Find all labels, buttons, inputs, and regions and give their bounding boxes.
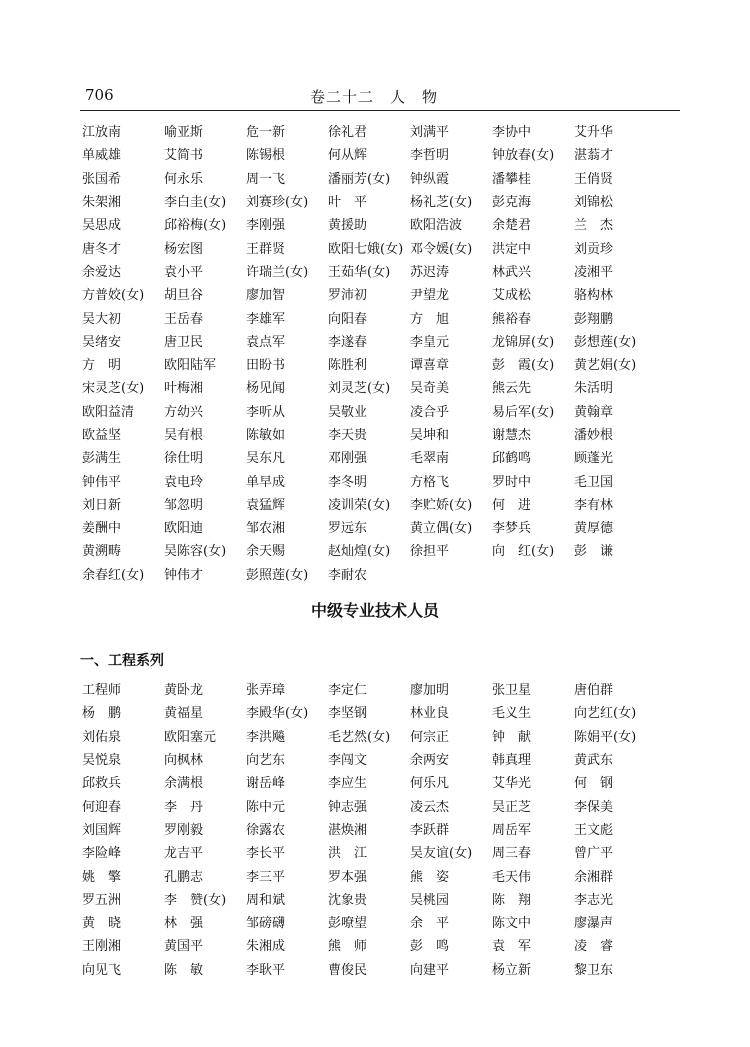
name-cell: 吴陈容(女) [164,544,227,560]
name-cell: 徐露农 [246,822,286,838]
name-cell: 朱湘成 [246,939,286,955]
name-cell: 杨立新 [492,962,532,978]
header-rule [80,110,680,111]
name-cell: 朱架湘 [82,195,122,211]
name-cell: 何 钢 [574,776,614,792]
name-cell: 李 赞(女) [164,892,227,908]
name-row [82,538,656,561]
name-cell: 廖加智 [246,288,286,304]
name-row [82,282,656,305]
name-row [82,700,656,723]
name-row [82,770,656,793]
name-cell: 毛天伟 [492,869,532,885]
name-cell: 邹忽明 [164,497,204,513]
name-row [82,212,656,235]
name-cell: 李听从 [246,404,286,420]
name-cell: 黄卧龙 [164,683,204,699]
name-cell: 李定仁 [328,683,368,699]
name-cell: 熊 师 [328,939,368,955]
name-cell: 方幼兴 [164,404,204,420]
name-cell: 陈 翔 [492,892,532,908]
name-cell: 王俏贤 [574,171,614,187]
name-cell: 曹俊民 [328,962,368,978]
name-row [82,492,656,515]
name-cell: 王文彪 [574,822,614,838]
name-cell: 沈象贵 [328,892,368,908]
name-cell: 罗时中 [492,474,532,490]
name-cell: 邱鹤鸣 [492,451,532,467]
name-cell: 钟纵霞 [410,171,450,187]
name-row [82,352,656,375]
name-cell: 熊 姿 [410,869,450,885]
name-cell: 龙吉平 [164,846,204,862]
name-cell: 方格飞 [410,474,450,490]
name-cell: 欧阳陆军 [164,358,217,374]
name-cell: 欧益坚 [82,428,122,443]
name-cell: 毛卫国 [574,474,614,490]
name-cell: 李应生 [328,776,368,792]
name-cell: 黄艺娟(女) [574,358,637,374]
name-cell: 彭照莲(女) [246,567,309,583]
name-cell: 凌训荣(女) [328,497,391,513]
name-cell: 熊裕春 [492,311,532,327]
name-cell: 向艺红(女) [574,706,637,722]
name-row [82,142,656,165]
name-cell: 凌湘平 [574,264,614,280]
name-cell: 张国希 [82,171,122,187]
name-row [82,677,656,700]
name-cell: 谢慧杰 [492,428,532,443]
name-cell: 黄武东 [574,753,614,769]
name-cell: 黄厚德 [574,521,614,537]
name-cell: 黄立偶(女) [410,521,473,537]
name-cell: 彭翔鹏 [574,311,614,327]
name-list-top [82,119,656,585]
name-cell: 李哲明 [410,148,450,164]
name-row [82,910,656,933]
name-cell: 刘日新 [82,497,122,513]
name-row [82,445,656,468]
name-cell: 黄翰章 [574,404,614,420]
name-cell: 洪定中 [492,241,532,257]
name-cell: 黄援助 [328,218,368,234]
name-cell: 喻亚斯 [164,125,204,141]
name-cell: 王刚湘 [82,939,122,955]
name-cell: 陈锡根 [246,148,286,164]
name-row [82,515,656,538]
name-cell: 熊云先 [492,381,532,397]
name-cell: 朱活明 [574,381,614,397]
name-cell: 单早成 [246,474,286,490]
name-row [82,305,656,328]
name-cell: 向见飞 [82,962,122,978]
name-cell: 刘灵芝(女) [328,381,391,397]
name-cell: 李有林 [574,497,614,513]
name-cell: 吴敬业 [328,404,368,420]
name-cell: 潘丽芳(女) [328,171,391,187]
name-cell: 刘国辉 [82,822,122,838]
name-row [82,422,656,445]
name-cell: 向建平 [410,962,450,978]
page-number: 706 [85,86,114,104]
name-cell: 吴坤和 [410,428,450,443]
name-cell: 宋灵芝(女) [82,381,145,397]
name-cell: 吴东凡 [246,451,286,467]
name-cell: 余两安 [410,753,450,769]
name-cell: 洪 江 [328,846,368,862]
name-cell: 李殿华(女) [246,706,309,722]
name-cell: 许瑞兰(女) [246,264,309,280]
name-cell: 何 进 [492,497,532,513]
name-cell: 李耐农 [328,567,368,583]
name-cell: 杨宏图 [164,241,204,257]
name-cell: 何从辉 [328,148,368,164]
name-cell: 尹望龙 [410,288,450,304]
name-cell: 叶梅湘 [164,381,204,397]
name-row [82,399,656,422]
name-cell: 李梦兵 [492,521,532,537]
name-cell: 毛翠南 [410,451,450,467]
name-cell: 袁点军 [246,334,286,350]
name-cell: 叶 平 [328,195,368,211]
name-cell: 孔鹏志 [164,869,204,885]
name-cell: 陈娟平(女) [574,729,637,745]
name-cell: 余楚君 [492,218,532,234]
name-cell: 吴奇美 [410,381,450,397]
name-cell: 钟 献 [492,729,532,745]
name-cell: 欧阳迪 [164,521,204,537]
name-cell: 欧阳益清 [82,404,135,420]
name-cell: 彭 谦 [574,544,614,560]
name-cell: 谭喜章 [410,358,450,374]
name-cell: 黄福星 [164,706,204,722]
name-cell: 欧阳塞元 [164,729,217,745]
name-cell: 湛焕湘 [328,822,368,838]
name-cell: 李耿平 [246,962,286,978]
name-cell: 周一飞 [246,171,286,187]
name-row [82,840,656,863]
name-cell: 黄 晓 [82,916,122,932]
name-cell: 何永乐 [164,171,204,187]
name-cell: 袁电玲 [164,474,204,490]
name-cell: 彭克海 [492,195,532,211]
name-cell: 彭 霞(女) [492,358,555,374]
name-cell: 吴正芝 [492,799,532,815]
name-row [82,375,656,398]
name-cell: 罗五洲 [82,892,122,908]
name-cell: 黄溯畴 [82,544,122,560]
name-cell: 田盼书 [246,358,286,374]
name-cell: 李险峰 [82,846,122,862]
name-cell: 钟伟平 [82,474,122,490]
name-cell: 何迎春 [82,799,122,815]
name-cell: 余天赐 [246,544,286,560]
name-cell: 彭想莲(女) [574,334,637,350]
name-cell: 邹农湘 [246,521,286,537]
name-cell: 唐伯群 [574,683,614,699]
name-cell: 钟志强 [328,799,368,815]
name-cell: 罗远东 [328,521,368,537]
name-cell: 凌云杰 [410,799,450,815]
name-cell: 危一新 [246,125,286,141]
name-row [82,747,656,770]
name-cell: 李贮娇(女) [410,497,473,513]
name-cell: 余春红(女) [82,567,145,583]
name-cell: 余满根 [164,776,204,792]
name-cell: 唐卫民 [164,334,204,350]
name-row [82,817,656,840]
name-cell: 彭满生 [82,451,122,467]
name-row [82,933,656,956]
name-cell: 刘满平 [410,125,450,141]
name-cell: 王群贤 [246,241,286,257]
name-cell: 李洪飚 [246,729,286,745]
name-cell: 单威雄 [82,148,122,164]
name-cell: 刘贡珍 [574,241,614,257]
name-cell: 李雄军 [246,311,286,327]
name-cell: 兰 杰 [574,218,614,234]
name-cell: 王岳春 [164,311,204,327]
name-cell: 方普姣(女) [82,288,145,304]
name-cell: 凌 睿 [574,939,614,955]
name-cell: 李冬明 [328,474,368,490]
name-cell: 陈 敏 [164,962,204,978]
name-cell: 李 丹 [164,799,204,815]
name-cell: 骆构林 [574,288,614,304]
name-cell: 欧阳七娥(女) [328,241,404,257]
name-cell: 何乐凡 [410,776,450,792]
name-cell: 欧阳浩波 [410,218,463,234]
name-cell: 艾简书 [164,148,204,164]
name-cell: 罗本强 [328,869,368,885]
name-cell: 杨礼芝(女) [410,195,473,211]
name-cell: 林武兴 [492,264,532,280]
name-cell: 顾蓬光 [574,451,614,467]
name-cell: 钟放春(女) [492,148,555,164]
name-cell: 吴绪安 [82,334,122,350]
name-cell: 向枫林 [164,753,204,769]
name-cell: 易后军(女) [492,404,555,420]
name-cell: 李跃群 [410,822,450,838]
name-cell: 潘攀桂 [492,171,532,187]
name-cell: 邓刚强 [328,451,368,467]
name-row [82,235,656,258]
running-head: 卷二十二 人 物 [310,88,439,106]
name-cell: 李闯文 [328,753,368,769]
name-cell: 周三春 [492,846,532,862]
name-cell: 徐礼君 [328,125,368,141]
name-cell: 周和斌 [246,892,286,908]
name-row [82,119,656,142]
name-cell: 韩真理 [492,753,532,769]
name-row [82,863,656,886]
name-cell: 罗沛初 [328,288,368,304]
name-cell: 方 旭 [410,311,450,327]
name-cell: 姚 擎 [82,869,122,885]
name-cell: 黎卫东 [574,962,614,978]
name-row [82,166,656,189]
name-cell: 林 强 [164,916,204,932]
name-cell: 艾成松 [492,288,532,304]
name-cell: 周岳军 [492,822,532,838]
name-cell: 黄国平 [164,939,204,955]
name-cell: 苏迟涛 [410,264,450,280]
name-cell: 方 明 [82,358,122,374]
name-cell: 吴友谊(女) [410,846,473,862]
name-cell: 袁 军 [492,939,532,955]
name-cell: 李天贵 [328,428,368,443]
name-row [82,562,656,585]
name-cell: 向艺东 [246,753,286,769]
name-cell: 余 平 [410,916,450,932]
name-cell: 刘锦松 [574,195,614,211]
name-cell: 湛蓊才 [574,148,614,164]
name-cell: 罗刚毅 [164,822,204,838]
name-cell: 李白圭(女) [164,195,227,211]
name-cell: 吴大初 [82,311,122,327]
name-cell: 陈敏如 [246,428,286,443]
name-cell: 李保美 [574,799,614,815]
name-cell: 彭 鸣 [410,939,450,955]
name-cell: 龙锦屏(女) [492,334,555,350]
name-cell: 林业良 [410,706,450,722]
name-cell: 李协中 [492,125,532,141]
name-cell: 余爱达 [82,264,122,280]
name-cell: 王茹华(女) [328,264,391,280]
name-cell: 刘佑泉 [82,729,122,745]
name-cell: 胡旦谷 [164,288,204,304]
name-cell: 赵灿煌(女) [328,544,391,560]
name-cell: 邱裕梅(女) [164,218,227,234]
subsection-title: 一、工程系列 [80,653,164,669]
name-row [82,887,656,910]
name-cell: 余湘群 [574,869,614,885]
name-cell: 李皇元 [410,334,450,350]
name-row [82,957,656,980]
name-cell: 陈文中 [492,916,532,932]
name-cell: 唐冬才 [82,241,122,257]
name-cell: 何宗正 [410,729,450,745]
name-cell: 邱救兵 [82,776,122,792]
name-cell: 吴有根 [164,428,204,443]
name-cell: 袁小平 [164,264,204,280]
name-row [82,793,656,816]
name-cell: 廖瀑声 [574,916,614,932]
name-cell: 陈中元 [246,799,286,815]
name-cell: 潘妙根 [574,428,614,443]
name-row [82,468,656,491]
name-cell: 李坚钢 [328,706,368,722]
name-cell: 李长平 [246,846,286,862]
name-cell: 吴思成 [82,218,122,234]
name-cell: 艾升华 [574,125,614,141]
name-cell: 毛义生 [492,706,532,722]
name-cell: 吴悦泉 [82,753,122,769]
name-cell: 袁猛辉 [246,497,286,513]
name-cell: 张弄璋 [246,683,286,699]
name-cell: 曾广平 [574,846,614,862]
name-cell: 廖加明 [410,683,450,699]
name-cell: 向阳春 [328,311,368,327]
name-list-engineering [82,677,656,980]
name-row [82,189,656,212]
name-cell: 陈胜利 [328,358,368,374]
name-cell: 吴桃园 [410,892,450,908]
name-row [82,259,656,282]
name-cell: 凌合乎 [410,404,450,420]
name-cell: 彭嘹望 [328,916,368,932]
name-cell: 张卫星 [492,683,532,699]
name-row [82,724,656,747]
name-cell: 钟伟才 [164,567,204,583]
section-title: 中级专业技术人员 [310,601,439,620]
name-cell: 向 红(女) [492,544,555,560]
name-cell: 杨见闻 [246,381,286,397]
name-cell: 李遂春 [328,334,368,350]
name-cell: 艾华光 [492,776,532,792]
name-cell: 邓令媛(女) [410,241,473,257]
name-cell: 李刚强 [246,218,286,234]
name-cell: 李志光 [574,892,614,908]
name-cell: 徐担平 [410,544,450,560]
name-cell: 邹磅礴 [246,916,286,932]
name-cell: 江放南 [82,125,122,141]
name-cell: 徐仕明 [164,451,204,467]
name-cell: 谢岳峰 [246,776,286,792]
name-cell: 杨 鹏 [82,706,122,722]
name-cell: 姜酬中 [82,521,122,537]
name-row [82,329,656,352]
name-cell: 李三平 [246,869,286,885]
name-cell: 工程师 [82,683,122,699]
name-cell: 毛艺然(女) [328,729,391,745]
name-cell: 刘赛珍(女) [246,195,309,211]
